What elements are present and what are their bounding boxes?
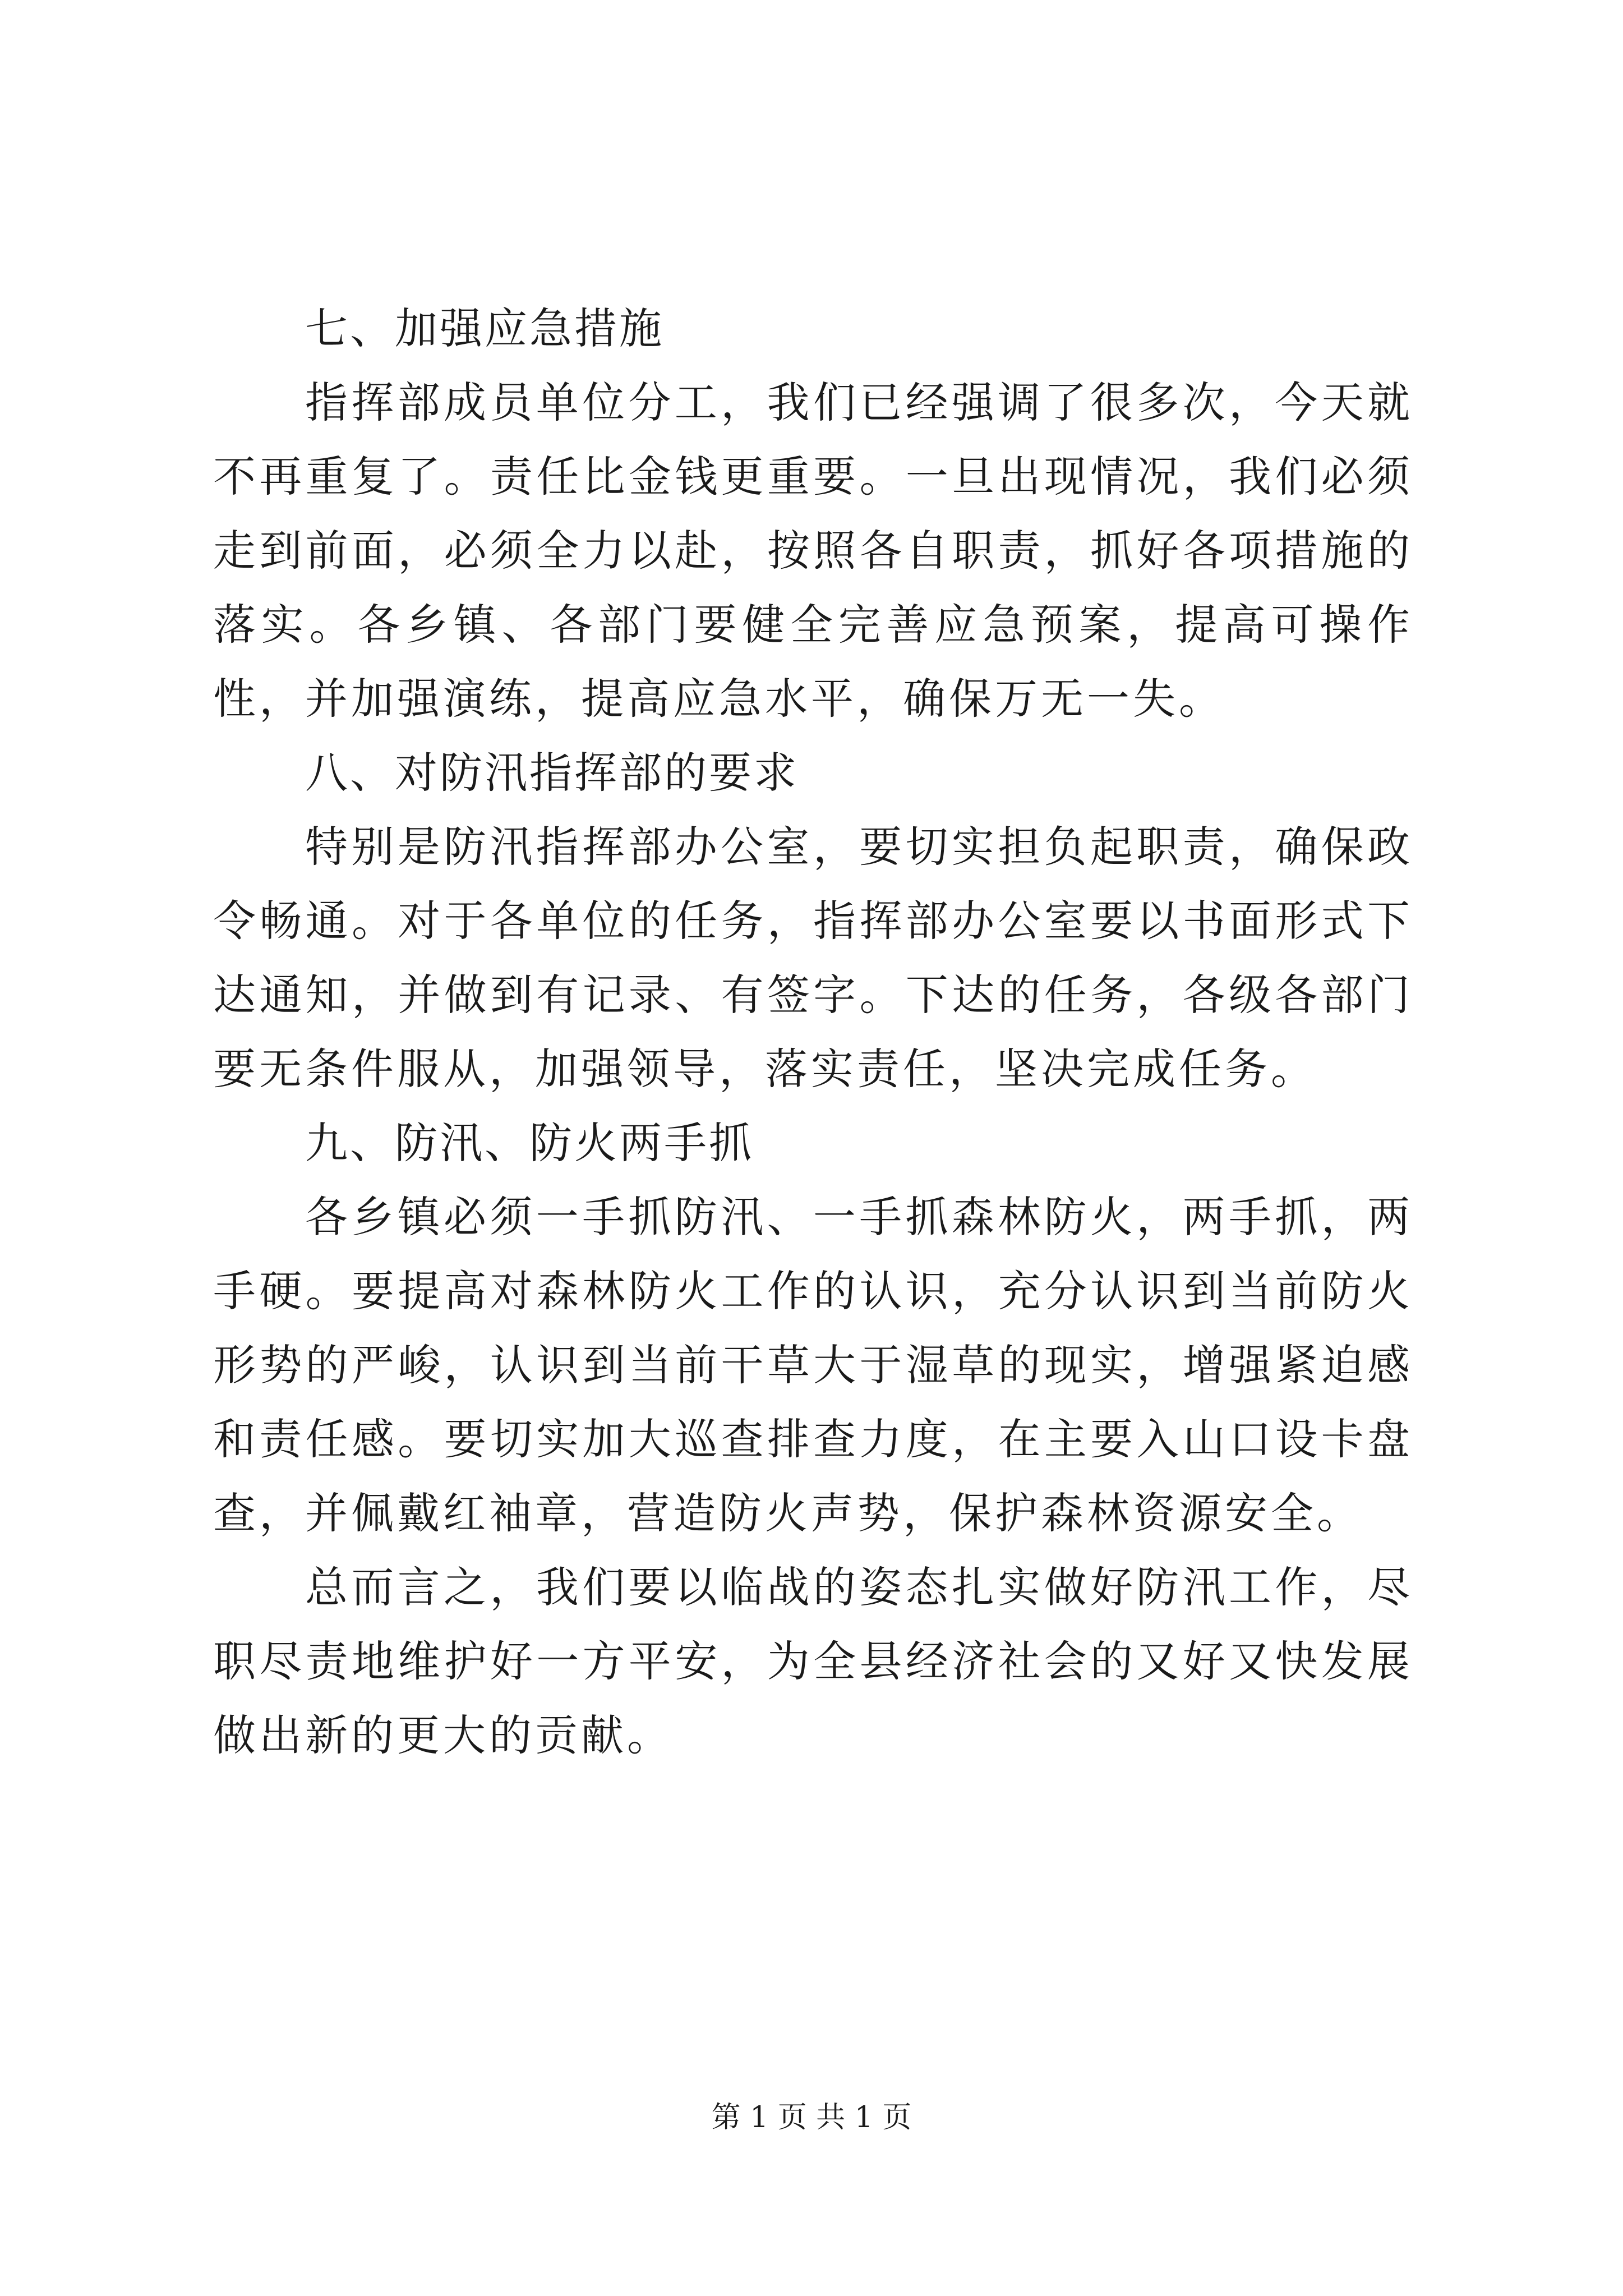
conclusion-paragraph: 总而言之，我们要以临战的姿态扎实做好防汛工作，尽职尽责地维护好一方平安，为全县经济社会的又好又快发展做出新的更大的贡献。	[213, 1562, 1413, 1760]
section-heading-9: 九、防汛、防火两手抓	[305, 1118, 754, 1168]
section-paragraph-9: 各乡镇必须一手抓防汛、一手抓森林防火，两手抓，两手硬。要提高对森林防火工作的认识，充分认识到当前防火形势的严峻，认识到当前干草大于湿草的现实，增强紧迫感和责任感。要切实加大巡查排查力度，在主要入山口设卡盘查，并佩戴红袖章，营造防火声势，保护森林资源安全。	[213, 1192, 1413, 1538]
section-paragraph-7: 指挥部成员单位分工，我们已经强调了很多次，今天就不再重复了。责任比金钱更重要。一旦出现情况，我们必须走到前面，必须全力以赴，按照各自职责，抓好各项措施的落实。各乡镇、各部门要健全完善应急预案，提高可操作性，并加强演练，提高应急水平，确保万无一失。	[213, 378, 1413, 724]
document-body	[213, 292, 1413, 1773]
page-footer	[0, 2098, 1623, 2137]
page-number-label: 第 1 页 共 1 页	[711, 2101, 912, 2134]
section-paragraph-8: 特别是防汛指挥部办公室，要切实担负起职责，确保政令畅通。对于各单位的任务，指挥部办公室要以书面形式下达通知，并做到有记录、有签字。下达的任务，各级各部门要无条件服从，加强领导，落实责任，坚决完成任务。	[213, 822, 1413, 1094]
section-heading-7: 七、加强应急措施	[305, 303, 664, 353]
section-heading-8: 八、对防汛指挥部的要求	[305, 748, 799, 798]
